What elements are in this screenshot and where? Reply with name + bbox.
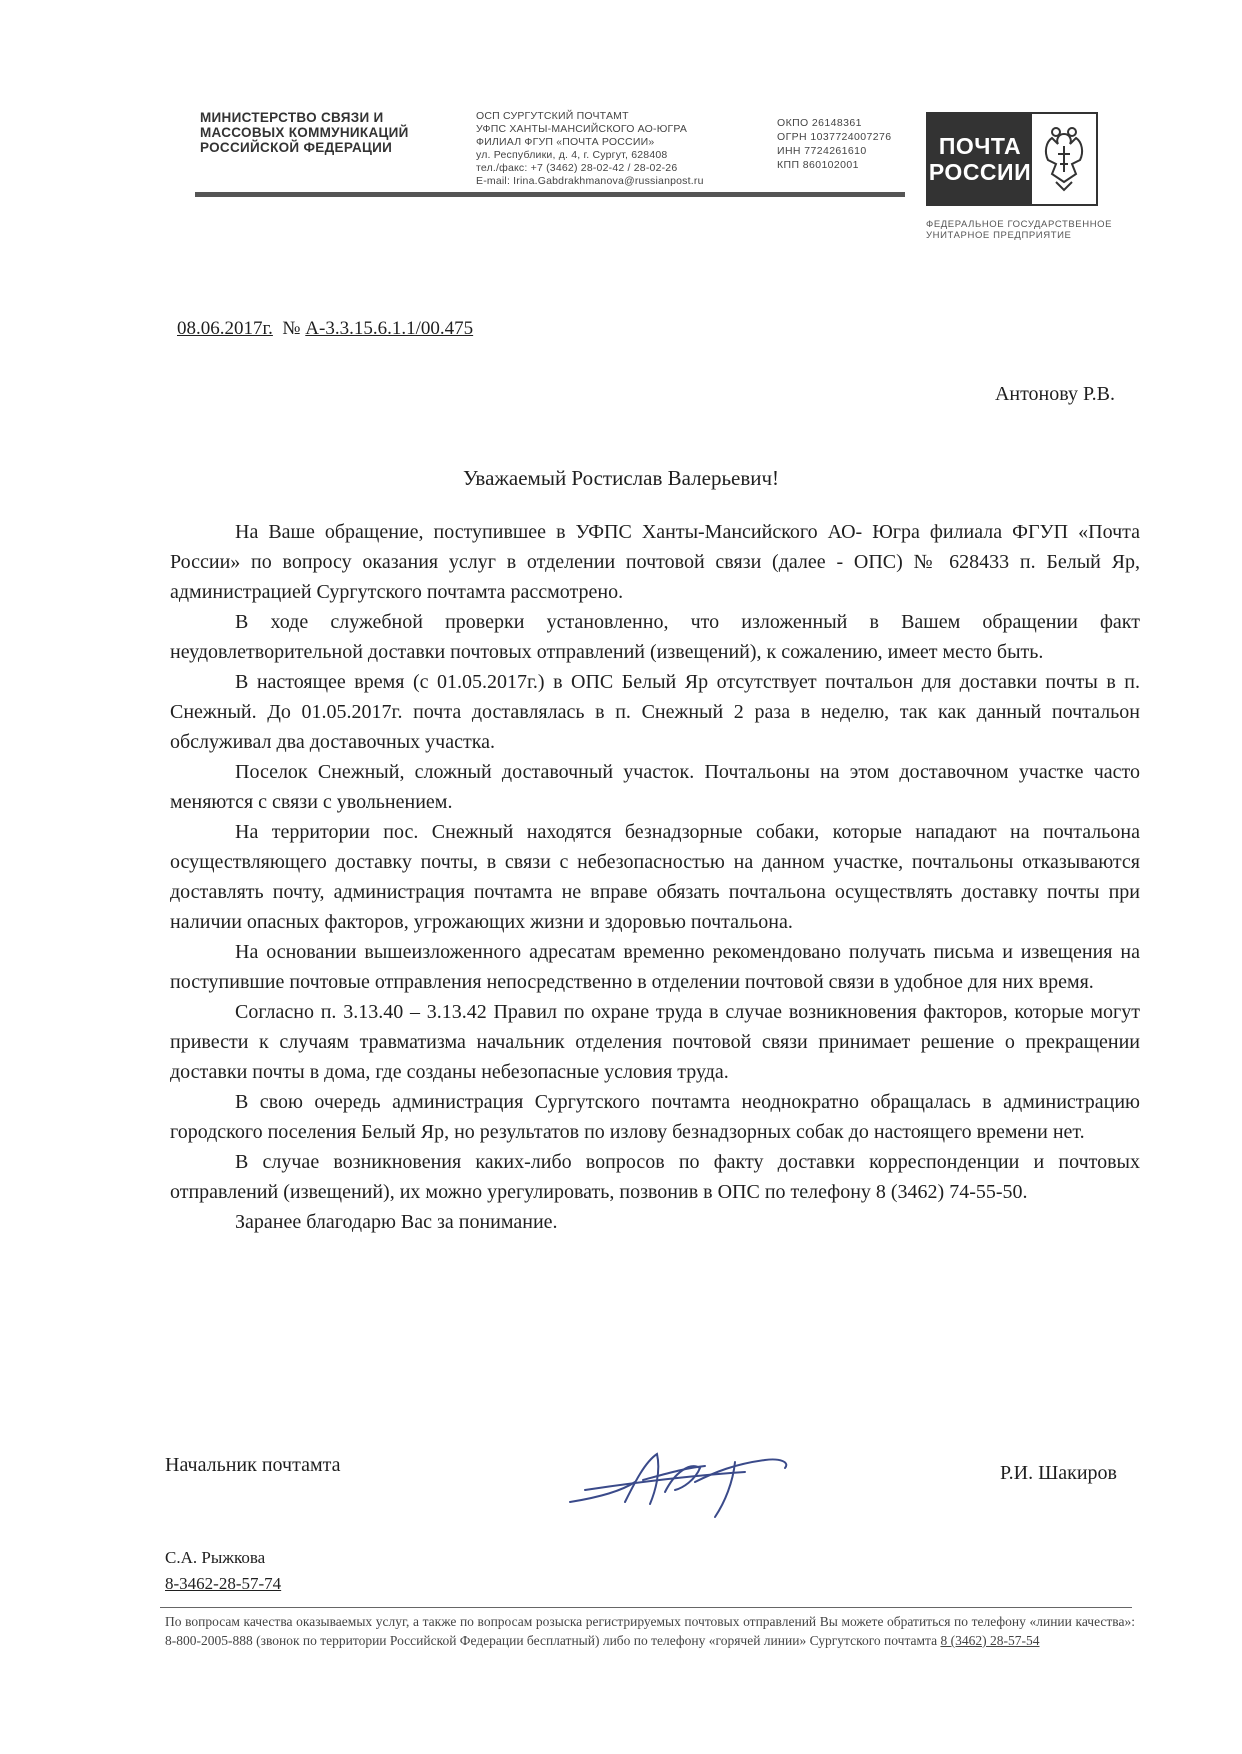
addressee: Антонову Р.В. — [994, 383, 1115, 405]
logo-wordmark — [928, 114, 1032, 204]
kpp-code: КПП 860102001 — [777, 159, 859, 171]
office-line: УФПС ХАНТЫ-МАНСИЙСКОГО АО-ЮГРА — [476, 123, 688, 135]
okpo-code: ОКПО 26148361 — [777, 117, 862, 129]
body-paragraph: В свою очередь администрация Сургутского почтамта неоднократно обращалась в администрацию городского поселения Белый Яр, но результатов по излову безнадзорных собак до настоящего времени нет. — [170, 1091, 1140, 1143]
hotline-phone: 8 (3462) 28-57-54 — [940, 1633, 1040, 1648]
office-line: ОСП СУРГУТСКИЙ ПОЧТАМТ — [476, 110, 629, 122]
double-headed-eagle-icon — [1032, 114, 1096, 204]
executor-phone: 8-3462-28-57-74 — [165, 1574, 282, 1593]
body-paragraph: В случае возникновения каких-либо вопросов по факту доставки корреспонденции и почтовых отправлений (извещений), их можно урегулировать, позвонив в ОПС по телефону 8 (3462) 74-55-50. — [170, 1151, 1140, 1203]
signer-name: Р.И. Шакиров — [1000, 1462, 1117, 1484]
signer-title: Начальник почтамта — [165, 1454, 341, 1476]
footer-divider — [160, 1607, 1132, 1608]
ministry-line: МИНИСТЕРСТВО СВЯЗИ И — [200, 110, 384, 125]
footer-text: По вопросам качества оказываемых услуг, а также по вопросам розыска регистрируемых почтовых отправлений Вы можете обратиться по телефону «линии качества»: 8-800-2005-888 (звонок по территории Российской Федерации бесплатный) либо по телефону «горячей линии» Сургутского почтамта — [165, 1614, 1135, 1648]
registration-codes — [777, 116, 891, 172]
logo-word: РОССИИ — [928, 159, 1032, 185]
number-sign: № — [282, 318, 301, 339]
inn-code: ИНН 7724261610 — [777, 145, 867, 157]
logo-word: ПОЧТА — [938, 133, 1022, 159]
ministry-line: МАССОВЫХ КОММУНИКАЦИЙ — [200, 125, 409, 140]
office-line: ул. Республики, д. 4, г. Сургут, 628408 — [476, 149, 668, 161]
letter-number: А-3.3.15.6.1.1/00.475 — [305, 318, 474, 339]
body-paragraph: Заранее благодарю Вас за понимание. — [235, 1211, 558, 1233]
enterprise-caption — [926, 219, 1112, 241]
ministry-line: РОССИЙСКОЙ ФЕДЕРАЦИИ — [200, 140, 393, 155]
russian-post-logo — [926, 112, 1098, 206]
ministry-block — [200, 110, 409, 155]
body-paragraph: На основании вышеизложенного адресатам временно рекомендовано получать письма и извещения на поступившие почтовые отправления непосредственно в отделении почтовой связи в удобное для них время. — [170, 941, 1140, 993]
office-line: тел./факс: +7 (3462) 28-02-42 / 28-02-26 — [476, 162, 678, 174]
letter-reference — [177, 318, 473, 340]
letter-body — [170, 517, 1140, 1237]
letter-date: 08.06.2017г. — [177, 318, 273, 339]
body-paragraph: В ходе служебной проверки установленно, что изложенный в Вашем обращении факт неудовлетворительной доставки почтовых отправлений (извещений), к сожалению, имеет место быть. — [170, 611, 1140, 663]
body-paragraph: В настоящее время (с 01.05.2017г.) в ОПС Белый Яр отсутствует почтальон для доставки почты в п. Снежный. До 01.05.2017г. почта доставлялась в п. Снежный 2 раза в неделю, так как данный почтальон обслуживал два доставочных участка. — [170, 671, 1140, 753]
office-email: E-mail: Irina.Gabdrakhmanova@russianpost.ru — [476, 175, 704, 187]
handwritten-signature — [565, 1432, 805, 1527]
header-divider — [195, 192, 905, 197]
enterprise-line: ФЕДЕРАЛЬНОЕ ГОСУДАРСТВЕННОЕ — [926, 219, 1113, 230]
greeting: Уважаемый Ростислав Валерьевич! — [462, 466, 780, 490]
body-paragraph: На территории пос. Снежный находятся безнадзорные собаки, которые нападают на почтальона осуществляющего доставку почты, в связи с небезопасностью на данном участке, почтальоны отказываются доставлять почту, администрация почтамта не вправе обязать почтальона осуществлять доставку почты при наличии опасных факторов, угрожающих жизни и здоровью почтальона. — [170, 821, 1140, 933]
office-block — [476, 110, 704, 188]
office-line: ФИЛИАЛ ФГУП «ПОЧТА РОССИИ» — [476, 136, 655, 148]
enterprise-line: УНИТАРНОЕ ПРЕДПРИЯТИЕ — [926, 230, 1072, 241]
body-paragraph: Согласно п. 3.13.40 – 3.13.42 Правил по охране труда в случае возникновения факторов, которые могут привести к случаям травматизма начальник отделения почтовой связи принимает решение о прекращении доставки почты в дома, где созданы небезопасные условия труда. — [170, 1001, 1140, 1083]
body-paragraph: Поселок Снежный, сложный доставочный участок. Почтальоны на этом доставочном участке часто меняются с связи с увольнением. — [170, 761, 1140, 813]
body-paragraph: На Ваше обращение, поступившее в УФПС Ханты-Мансийского АО- Югра филиала ФГУП «Почта России» по вопросу оказания услуг в отделении почтовой связи (далее - ОПС) № 628433 п. Белый Яр, администрацией Сургутского почтамта рассмотрено. — [170, 521, 1140, 603]
ogrn-code: ОГРН 1037724007276 — [777, 131, 892, 143]
executor-name: С.А. Рыжкова — [165, 1548, 266, 1567]
footer-note — [165, 1612, 1135, 1650]
